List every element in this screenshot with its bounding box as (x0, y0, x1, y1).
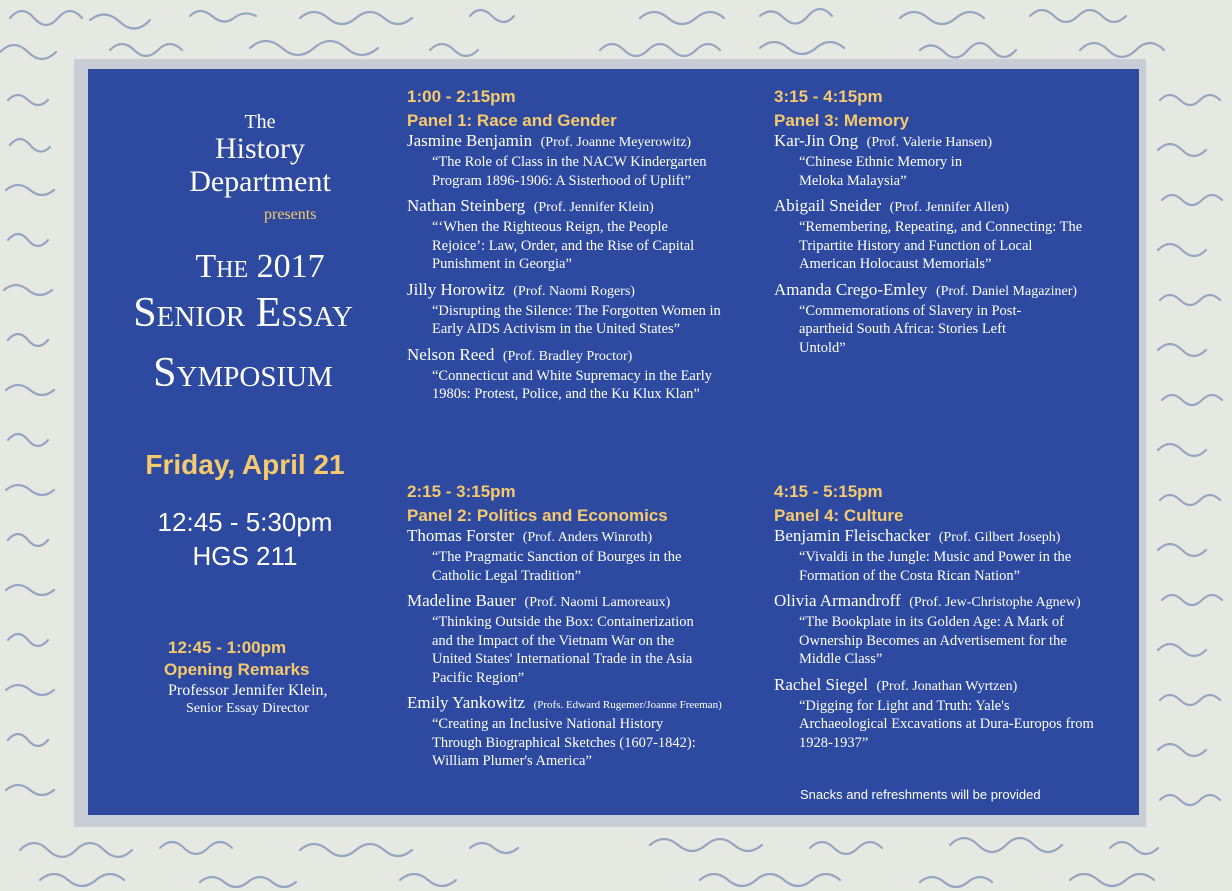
essay-title: “Vivaldi in the Jungle: Music and Power in the Formation of the Costa Rican Nation” (799, 549, 1072, 584)
event-title-line2: Symposium (153, 350, 333, 396)
presenter-name: Jilly Horowitz (407, 279, 505, 299)
presenter-name: Nathan Steinberg (407, 196, 526, 215)
essay-title: “Digging for Light and Truth: Yale's Archaeological Excavations at Dura-Europos from 1928-1937” (799, 697, 1094, 751)
advisor-name: (Prof. Daniel Magaziner) (935, 283, 1078, 299)
presenter-name: Benjamin Fleischacker (774, 526, 931, 545)
header-dept-line2: Department (189, 165, 331, 198)
presenter-entry (774, 526, 1134, 585)
essay-title: “Disrupting the Silence: The Forgotten Women in Early AIDS Activism in the United States” (432, 302, 721, 337)
advisor-name: (Prof. Jennifer Allen) (889, 200, 1010, 215)
opening-role: Senior Essay Director (186, 701, 309, 716)
presenter-entry (774, 196, 1134, 274)
advisor-name: (Profs. Edward Rugemer/Joanne Freeman) (533, 699, 722, 711)
advisor-name: (Prof. Naomi Lamoreaux) (524, 595, 671, 610)
presenter-entry (407, 591, 767, 687)
essay-title: “Thinking Outside the Box: Containerization and the Impact of the Vietnam War on the United States' International Trade in the Asia Pacific Region” (432, 614, 694, 686)
presenter-entry (407, 526, 767, 585)
refreshments-note: Snacks and refreshments will be provided (800, 787, 1041, 802)
session-time: 2:15 - 3:15pm (407, 482, 516, 501)
opening-label: Opening Remarks (164, 660, 310, 679)
presenter-name: Jasmine Benjamin (407, 131, 533, 150)
presenter-entry (407, 345, 767, 404)
advisor-name: (Prof. Valerie Hansen) (866, 135, 992, 150)
presenter-entry (407, 693, 767, 771)
essay-title: “Connecticut and White Supremacy in the Early 1980s: Protest, Police, and the Ku Klux Klan” (432, 367, 712, 402)
advisor-name: (Prof. Gilbert Joseph) (938, 530, 1061, 545)
header-presents: presents (264, 206, 317, 223)
essay-title: “The Bookplate in its Golden Age: A Mark of Ownership Becomes an Advertisement for the Middle Class” (799, 614, 1067, 667)
presenter-entry (407, 280, 767, 339)
presenter-name: Rachel Siegel (774, 674, 868, 694)
essay-title: “Remembering, Repeating, and Connecting: The Tripartite History and Function of Local American Holocaust Memorials” (799, 219, 1083, 272)
presenter-name: Abigail Sneider (774, 196, 882, 215)
presenter-name: Kar-Jin Ong (774, 131, 859, 150)
essay-title: “Creating an Inclusive National History Through Biographical Sketches (1607-1842): William Plumer's America” (432, 716, 696, 769)
advisor-name: (Prof. Joanne Meyerowitz) (540, 135, 692, 150)
presenter-entry (774, 591, 1134, 669)
panel-title: Panel 1: Race and Gender (407, 111, 617, 130)
presenter-name: Nelson Reed (407, 344, 495, 364)
event-year-line: The 2017 (195, 248, 325, 285)
header-dept-line1: History (215, 132, 305, 165)
advisor-name: (Prof. Bradley Proctor) (502, 348, 633, 364)
advisor-name: (Prof. Jonathan Wyrtzen) (876, 678, 1018, 694)
panel-title: Panel 3: Memory (774, 111, 910, 130)
essay-title: “‘When the Righteous Reign, the People Rejoice’: Law, Order, and the Rise of Capital Punishment in Georgia” (432, 219, 695, 272)
event-date: Friday, April 21 (145, 449, 345, 480)
advisor-name: (Prof. Jennifer Klein) (533, 200, 654, 215)
presenter-name: Emily Yankowitz (407, 693, 526, 712)
panel-title: Panel 2: Politics and Economics (407, 506, 668, 525)
event-room: HGS 211 (192, 541, 298, 571)
presenter-name: Madeline Bauer (407, 591, 517, 610)
department-header (100, 111, 420, 199)
event-hours: 12:45 - 5:30pm (157, 507, 333, 537)
session-time: 3:15 - 4:15pm (774, 87, 883, 106)
presenter-entry (774, 675, 1134, 753)
opening-time: 12:45 - 1:00pm (168, 638, 287, 657)
panel-title: Panel 4: Culture (774, 506, 904, 525)
presenter-name: Thomas Forster (407, 526, 515, 545)
presenter-name: Olivia Armandroff (774, 591, 901, 610)
presenter-entry (774, 280, 1134, 358)
session-time: 1:00 - 2:15pm (407, 87, 516, 106)
presenter-entry (774, 131, 1134, 190)
essay-title: “Chinese Ethnic Memory in Meloka Malaysia” (799, 154, 963, 189)
session-3 (774, 87, 1134, 357)
essay-title: “The Role of Class in the NACW Kindergarten Program 1896-1906: A Sisterhood of Uplift” (432, 154, 707, 189)
advisor-name: (Prof. Naomi Rogers) (513, 283, 635, 299)
event-title-line1: Senior Essay (133, 290, 353, 336)
opening-speaker: Professor Jennifer Klein, (168, 682, 328, 699)
session-time: 4:15 - 5:15pm (774, 482, 883, 501)
advisor-name: (Prof. Jew-Christophe Agnew) (909, 595, 1081, 610)
opening-remarks (164, 637, 384, 718)
presenter-entry (407, 131, 767, 190)
session-1 (407, 87, 767, 404)
essay-title: “Commemorations of Slavery in Post-apartheid South Africa: Stories Left Untold” (799, 302, 1022, 356)
presenter-entry (407, 196, 767, 274)
header-the: The (244, 111, 276, 133)
presenter-name: Amanda Crego-Emley (774, 279, 928, 299)
advisor-name: (Prof. Anders Winroth) (522, 530, 653, 545)
essay-title: “The Pragmatic Sanction of Bourges in the Catholic Legal Tradition” (432, 549, 682, 584)
session-4 (774, 482, 1134, 752)
session-2 (407, 482, 767, 771)
